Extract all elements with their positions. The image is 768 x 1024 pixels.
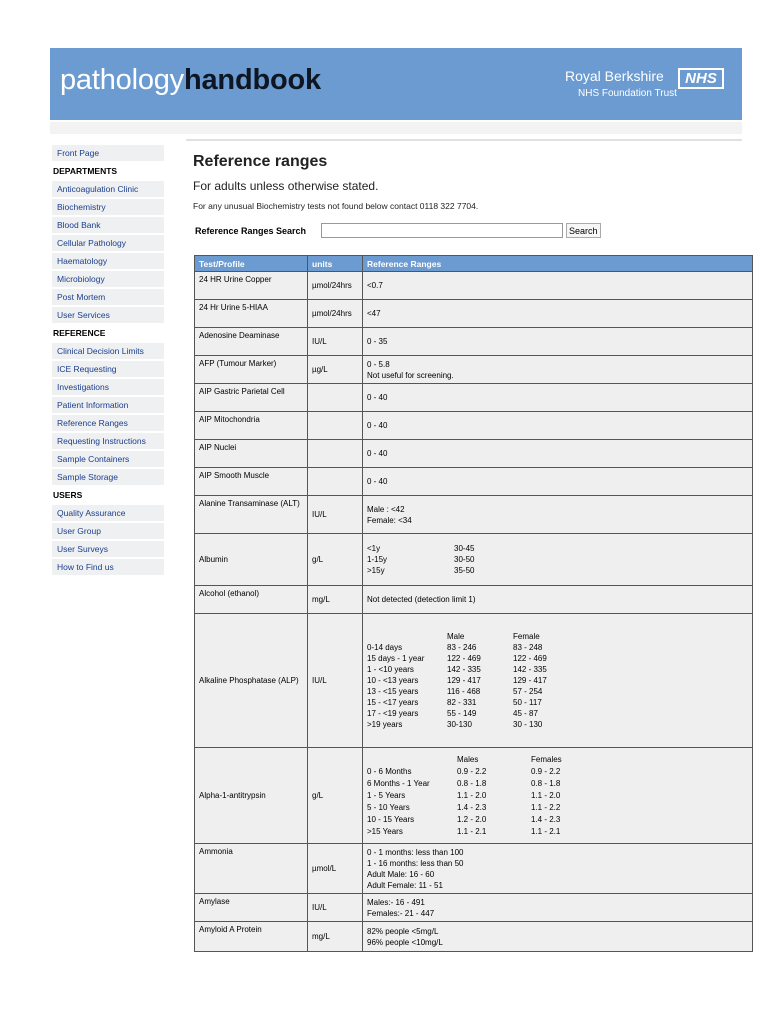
cell-units: µmol/24hrs: [308, 300, 363, 328]
table-row: [195, 300, 753, 328]
cell-units: [308, 384, 363, 412]
sub-age: 1 - 5 Years: [367, 790, 406, 800]
sub-male: 0.8 - 1.8: [457, 778, 487, 788]
cell-units: µmol/24hrs: [308, 272, 363, 300]
cell-units: [308, 468, 363, 496]
subtable-row: [367, 708, 547, 719]
nav-item-department[interactable]: Cellular Pathology: [52, 235, 164, 251]
cell-units: IU/L: [308, 894, 363, 922]
subtable-row: [367, 719, 547, 730]
range-line: Females:- 21 - 447: [367, 908, 435, 918]
nav-heading-departments: DEPARTMENTS: [53, 166, 118, 176]
cell-units: [308, 412, 363, 440]
sub-age: 10 - 15 Years: [367, 814, 415, 824]
subtable-row: [367, 664, 547, 675]
nav-front-page[interactable]: Front Page: [52, 145, 164, 161]
nav-item-department[interactable]: Haematology: [52, 253, 164, 269]
cell-test: Albumin: [195, 534, 308, 586]
table-row: [195, 614, 753, 748]
sub-value: 30-50: [454, 555, 475, 564]
table-row: [195, 586, 753, 614]
sub-male: 82 - 331: [447, 698, 477, 707]
search-button[interactable]: Search: [566, 223, 601, 238]
cell-range: [363, 356, 753, 384]
sub-male: 0.9 - 2.2: [457, 766, 487, 776]
nav-item-department[interactable]: Anticoagulation Clinic: [52, 181, 164, 197]
subtable-row: [367, 814, 562, 826]
cell-range: 0 - 40: [363, 384, 753, 412]
subtable-row: [367, 766, 562, 778]
title-bold: handbook: [183, 64, 321, 96]
table-row: [195, 328, 753, 356]
sub-head: Females: [531, 754, 562, 764]
cell-test: Amylase: [195, 894, 308, 922]
cell-range: 0 - 35: [363, 328, 753, 356]
cell-range: 0 - 40: [363, 412, 753, 440]
nav-item-reference[interactable]: Sample Containers: [52, 451, 164, 467]
sub-age: >15 Years: [367, 826, 403, 836]
cell-test: Adenosine Deaminase: [195, 328, 308, 356]
cell-test: AIP Gastric Parietal Cell: [195, 384, 308, 412]
cell-test: AIP Nuclei: [195, 440, 308, 468]
nav-item-reference[interactable]: ICE Requesting: [52, 361, 164, 377]
cell-test: Alanine Transaminase (ALT): [195, 496, 308, 534]
sub-male: 122 - 469: [447, 654, 481, 663]
org-name: Royal Berkshire: [565, 68, 664, 84]
sub-age: >19 years: [367, 720, 403, 729]
range-line: Not useful for screening.: [367, 370, 454, 380]
cell-range: [363, 922, 753, 952]
table-row: [195, 272, 753, 300]
cell-range: 0 - 40: [363, 440, 753, 468]
sub-head: [367, 631, 447, 642]
range-line: Male : <42: [367, 504, 405, 514]
column-header-range: Reference Ranges: [363, 256, 753, 272]
sub-male: 30-130: [447, 720, 472, 729]
main-content: [193, 150, 753, 241]
nav-item-department[interactable]: Biochemistry: [52, 199, 164, 215]
subtable-row: [367, 642, 547, 653]
cell-units: IU/L: [308, 328, 363, 356]
nav-item-reference[interactable]: Investigations: [52, 379, 164, 395]
subtable-row: [367, 565, 474, 576]
cell-units: [308, 440, 363, 468]
sub-female: 1.1 - 2.1: [531, 826, 561, 836]
table-header-row: [195, 256, 753, 272]
sub-female: 1.1 - 2.2: [531, 802, 561, 812]
cell-units: µmol/L: [308, 844, 363, 894]
sub-age: >15y: [367, 566, 385, 575]
sub-female: 122 - 469: [513, 654, 547, 663]
subtable-row: [367, 790, 562, 802]
sub-male: 142 - 335: [447, 665, 481, 674]
cell-range: [363, 534, 753, 586]
contact-note: For any unusual Biochemistry tests not found below contact 0118 322 7704.: [193, 201, 479, 211]
sub-male: 1.1 - 2.0: [457, 790, 487, 800]
cell-range: [363, 748, 753, 844]
range-line: 82% people <5mg/L: [367, 926, 439, 936]
age-range-subtable: [367, 631, 547, 730]
range-line: 1 - 16 months: less than 50: [367, 858, 464, 868]
subtable-row: [367, 802, 562, 814]
cell-units: g/L: [308, 748, 363, 844]
nav-heading-reference: REFERENCE: [53, 328, 106, 338]
cell-test: AFP (Tumour Marker): [195, 356, 308, 384]
cell-test: 24 HR Urine Copper: [195, 272, 308, 300]
nav-item-department[interactable]: Blood Bank: [52, 217, 164, 233]
nav-item-department[interactable]: Post Mortem: [52, 289, 164, 305]
search-input[interactable]: [321, 223, 563, 238]
title-light: pathology: [60, 64, 184, 96]
subtable-row: [367, 686, 547, 697]
sub-value: 30-45: [454, 544, 475, 553]
table-row: [195, 534, 753, 586]
sub-age: 5 - 10 Years: [367, 802, 410, 812]
range-line: 0 - 1 months: less than 100: [367, 847, 464, 857]
sub-male: 1.4 - 2.3: [457, 802, 487, 812]
sub-female: 57 - 254: [513, 687, 543, 696]
table-row: [195, 468, 753, 496]
sub-female: 1.4 - 2.3: [531, 814, 561, 824]
sub-female: 129 - 417: [513, 676, 547, 685]
cell-range: [363, 614, 753, 748]
nhs-logo: NHS: [678, 68, 724, 89]
table-row: [195, 496, 753, 534]
site-logo-title[interactable]: [60, 64, 321, 97]
sub-male: 55 - 149: [447, 709, 477, 718]
cell-range: <47: [363, 300, 753, 328]
content-divider: [186, 139, 742, 141]
header-divider: [50, 122, 742, 134]
cell-range: 0 - 40: [363, 468, 753, 496]
subtable-row: [367, 554, 474, 565]
sub-male: 83 - 246: [447, 643, 477, 652]
nav-item-reference[interactable]: Patient Information: [52, 397, 164, 413]
sub-age: 1-15y: [367, 555, 388, 564]
sub-age: 15 days - 1 year: [367, 654, 425, 663]
cell-test: 24 Hr Urine 5-HIAA: [195, 300, 308, 328]
sub-age: 17 - <19 years: [367, 709, 419, 718]
cell-test: Alkaline Phosphatase (ALP): [195, 614, 308, 748]
cell-test: AIP Smooth Muscle: [195, 468, 308, 496]
sub-head: Males: [457, 754, 479, 764]
range-line: Adult Female: 11 - 51: [367, 880, 443, 890]
nav-item-users[interactable]: How to Find us: [52, 559, 164, 575]
table-row: [195, 922, 753, 952]
cell-test: AIP Mitochondria: [195, 412, 308, 440]
sub-female: 1.1 - 2.0: [531, 790, 561, 800]
sub-age: 0-14 days: [367, 643, 403, 652]
range-line: 0 - 5.8: [367, 359, 390, 369]
table-row: [195, 356, 753, 384]
subtable-row: [367, 697, 547, 708]
sub-age: 1 - <10 years: [367, 665, 414, 674]
sub-female: 0.8 - 1.8: [531, 778, 561, 788]
subtable-header-row: [367, 631, 547, 642]
sub-female: 0.9 - 2.2: [531, 766, 561, 776]
sub-female: 30 - 130: [513, 720, 543, 729]
cell-units: IU/L: [308, 496, 363, 534]
sub-male: 1.1 - 2.1: [457, 826, 487, 836]
range-line: Female: <34: [367, 515, 412, 525]
sub-age: 0 - 6 Months: [367, 766, 412, 776]
sub-male: 116 - 468: [447, 687, 481, 696]
cell-units: IU/L: [308, 614, 363, 748]
sub-head: Male: [447, 632, 465, 641]
page-title: Reference ranges: [193, 153, 328, 170]
cell-test: Amyloid A Protein: [195, 922, 308, 952]
cell-range: [363, 844, 753, 894]
subtable-header-row: [367, 754, 562, 766]
table-row: [195, 894, 753, 922]
header-banner: [50, 48, 742, 120]
nav-item-users[interactable]: User Surveys: [52, 541, 164, 557]
cell-units: g/L: [308, 534, 363, 586]
sub-age: 10 - <13 years: [367, 676, 419, 685]
table-row: [195, 412, 753, 440]
cell-test: Ammonia: [195, 844, 308, 894]
org-trust: NHS Foundation Trust: [578, 88, 677, 99]
cell-range: <0.7: [363, 272, 753, 300]
sub-female: 83 - 248: [513, 643, 543, 652]
sub-female: 50 - 117: [513, 698, 542, 707]
nav-item-users[interactable]: User Group: [52, 523, 164, 539]
age-range-subtable: [367, 543, 474, 576]
sub-age: 13 - <15 years: [367, 687, 419, 696]
age-range-subtable: [367, 754, 562, 838]
nav-item-reference[interactable]: Reference Ranges: [52, 415, 164, 431]
nav-item-department[interactable]: User Services: [52, 307, 164, 323]
table-row: [195, 384, 753, 412]
search-label: Reference Ranges Search: [195, 226, 307, 236]
sub-head: [367, 754, 457, 766]
column-header-units: units: [308, 256, 363, 272]
nav-item-reference[interactable]: Sample Storage: [52, 469, 164, 485]
sub-age: 15 - <17 years: [367, 698, 419, 707]
cell-units: mg/L: [308, 586, 363, 614]
nav-item-department[interactable]: Microbiology: [52, 271, 164, 287]
table-row: [195, 844, 753, 894]
nav-heading-users: USERS: [53, 490, 83, 500]
sidebar-nav: [50, 145, 166, 577]
nav-item-reference[interactable]: Requesting Instructions: [52, 433, 164, 449]
cell-units: µg/L: [308, 356, 363, 384]
sub-male: 129 - 417: [447, 676, 481, 685]
sub-age: 6 Months - 1 Year: [367, 778, 430, 788]
sub-male: 1.2 - 2.0: [457, 814, 487, 824]
cell-range: [363, 496, 753, 534]
nav-item-users[interactable]: Quality Assurance: [52, 505, 164, 521]
cell-range: [363, 894, 753, 922]
cell-test: Alcohol (ethanol): [195, 586, 308, 614]
page-subtitle: For adults unless otherwise stated.: [193, 179, 379, 193]
table-row: [195, 748, 753, 844]
subtable-row: [367, 778, 562, 790]
nav-item-reference[interactable]: Clinical Decision Limits: [52, 343, 164, 359]
table-row: [195, 440, 753, 468]
sub-female: 142 - 335: [513, 665, 547, 674]
subtable-row: [367, 826, 562, 838]
range-line: Males:- 16 - 491: [367, 897, 425, 907]
sub-age: <1y: [367, 544, 381, 553]
sub-head: Female: [513, 632, 540, 641]
search-form: [193, 223, 753, 241]
cell-units: mg/L: [308, 922, 363, 952]
reference-ranges-table: [194, 255, 753, 952]
cell-test: Alpha-1-antitrypsin: [195, 748, 308, 844]
range-line: 96% people <10mg/L: [367, 937, 443, 947]
range-line: Adult Male: 16 - 60: [367, 869, 435, 879]
sub-value: 35-50: [454, 566, 475, 575]
subtable-row: [367, 543, 474, 554]
sub-female: 45 - 87: [513, 709, 538, 718]
subtable-row: [367, 653, 547, 664]
subtable-row: [367, 675, 547, 686]
column-header-test: Test/Profile: [195, 256, 308, 272]
cell-range: Not detected (detection limit 1): [363, 586, 753, 614]
